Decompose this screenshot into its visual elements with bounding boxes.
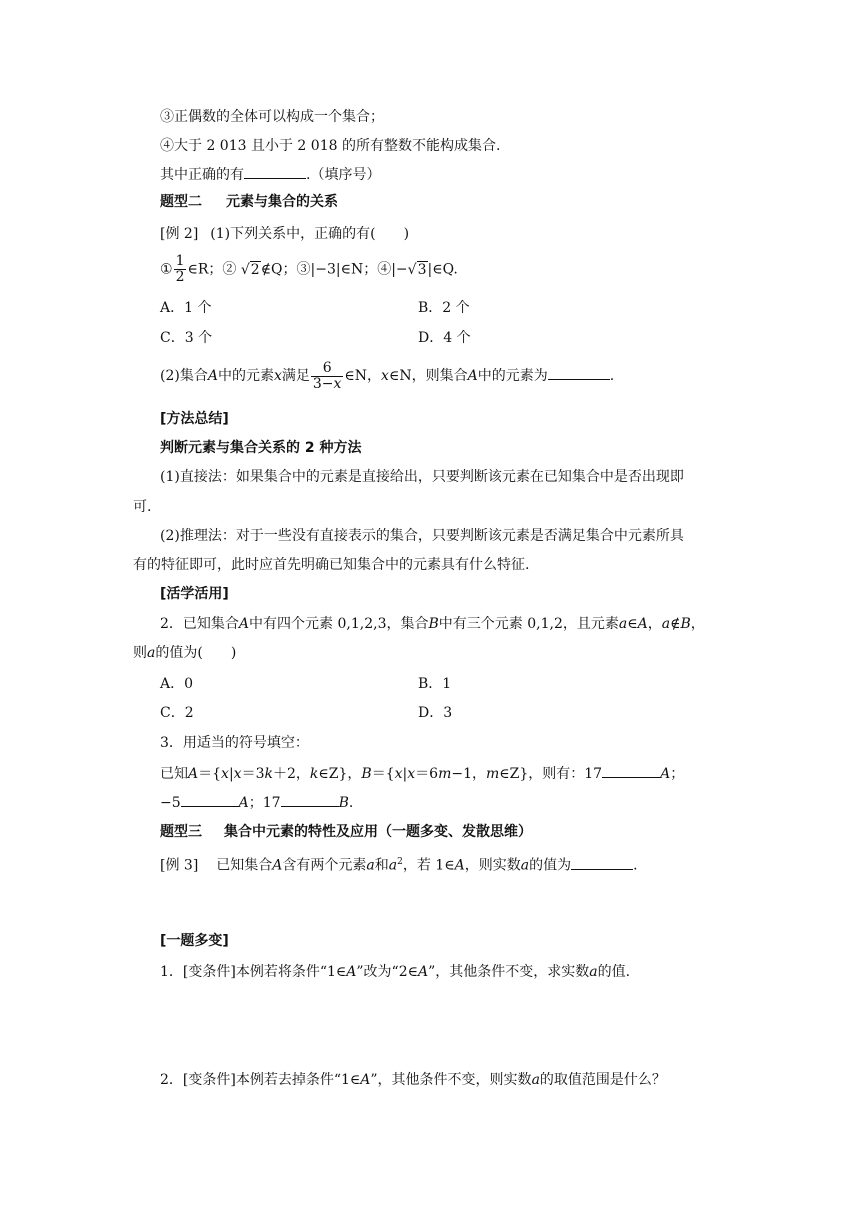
- var: x: [394, 766, 403, 782]
- var: A: [417, 964, 429, 980]
- q-text: ＝{: [198, 766, 222, 782]
- variant-1: [160, 962, 630, 982]
- section-2-heading: [160, 192, 338, 212]
- q-text: 1．[变条件]本例若将条件“1∈: [160, 964, 347, 980]
- q-text: ，则实数: [464, 857, 521, 874]
- q-text: 已知集合: [216, 857, 273, 874]
- answer-line: [160, 164, 380, 185]
- answer-blank[interactable]: [571, 855, 633, 870]
- practice-q3-line2: 已知A＝{x|x＝3k＋2，k∈Z}，B＝{x|x＝6m−1，m∈Z}，则有：17 A；: [160, 763, 684, 784]
- q-text: ，若 1∈: [402, 857, 455, 874]
- practice-q2-line1: 2．已知集合A中有四个元素 0,1,2,3，集合B中有三个元素 0,1,2，且元素a∈A，a∉B，: [160, 616, 705, 632]
- practice-option-a[interactable]: A．0: [160, 676, 194, 692]
- fraction: [311, 361, 344, 392]
- q-text: 已知: [160, 766, 188, 782]
- q-text: 含有两个元素: [282, 857, 367, 874]
- var: a: [589, 964, 598, 980]
- q-text: 中有四个元素 0,1,2,3，集合: [249, 616, 429, 632]
- q-text: ”，其他条件不变，则实数: [370, 1072, 532, 1088]
- section-label: 题型二: [160, 194, 202, 210]
- method-p2-line2: 有的特征即可，此时应首先明确已知集合中的元素具有什么特征.: [133, 557, 530, 573]
- example-tag: [例 2]: [160, 226, 199, 242]
- practice-q3-line3: −5 A；17 B.: [160, 792, 353, 813]
- q-text: 2．[变条件]本例若去掉条件“1∈: [160, 1072, 361, 1088]
- var: x: [233, 766, 242, 782]
- var: B: [428, 616, 439, 632]
- var: x: [333, 375, 342, 392]
- var: A: [467, 368, 478, 384]
- method-p1-line2: 可.: [133, 499, 152, 515]
- var: A: [238, 616, 250, 632]
- q-text: 的值为( ): [155, 645, 237, 661]
- q-text: ＝6: [415, 766, 439, 782]
- var: A: [360, 1072, 371, 1088]
- var: k: [264, 766, 273, 782]
- q-text: 的取值范围是什么？: [539, 1072, 666, 1088]
- variants-header: [一题多变]: [160, 933, 229, 949]
- radicand: 2: [250, 261, 260, 278]
- variant-2: [160, 1070, 666, 1090]
- radicand: 3: [417, 261, 427, 278]
- var: a: [366, 857, 375, 874]
- practice-option-b[interactable]: B．1: [418, 676, 452, 692]
- rel-text: ∉Q；③|−3|∈N；④|−: [260, 261, 408, 278]
- answer-blank[interactable]: [244, 164, 306, 179]
- sqrt-2: √2: [240, 261, 260, 278]
- method-title: 判断元素与集合关系的 2 种方法: [160, 440, 362, 456]
- option-a[interactable]: A．1 个: [160, 300, 212, 316]
- q-text: −5: [160, 795, 181, 811]
- q-text: ∈N，: [344, 368, 382, 384]
- q-text: ＝3: [241, 766, 265, 782]
- q-text: 中的元素: [217, 368, 274, 384]
- var: a: [388, 857, 398, 874]
- var: B: [338, 795, 349, 811]
- q-text: 则: [133, 645, 147, 661]
- var: x: [381, 368, 389, 384]
- q-text: ∈Z}，则有：17: [499, 766, 603, 782]
- q-text: (2)集合: [160, 368, 208, 384]
- fraction-numerator: 1: [175, 253, 185, 269]
- item-3: ③正偶数的全体可以构成一个集合；: [160, 109, 384, 125]
- method-p2-line1: (2)推理法：对于一些没有直接表示的集合，只要判断该元素是否满足集合中元素所具: [160, 528, 684, 544]
- section-title: 元素与集合的关系: [226, 194, 338, 210]
- q-text: 中的元素为: [477, 368, 548, 384]
- var: A: [238, 795, 249, 811]
- var: B: [680, 616, 691, 632]
- q-text: 的值.: [597, 964, 631, 980]
- den-text: 3−: [312, 375, 334, 392]
- q-text: ＝{: [371, 766, 395, 782]
- var: m: [438, 766, 452, 782]
- var: x: [273, 368, 282, 384]
- var: a: [531, 1072, 540, 1088]
- fraction-denominator: [311, 377, 344, 392]
- answer-blank[interactable]: [281, 792, 339, 807]
- practice-option-c[interactable]: C．2: [160, 705, 194, 721]
- answer-suffix: .（填序号）: [306, 167, 381, 183]
- section-title: 集合中元素的特性及应用（一题多变、发散思维）: [224, 824, 532, 840]
- q-text: ；17: [248, 795, 281, 811]
- rel-marker: ①: [160, 261, 173, 278]
- q-text: 和: [374, 857, 389, 874]
- answer-prefix: 其中正确的有: [160, 167, 244, 183]
- var: a: [618, 616, 628, 632]
- q-text: ”，其他条件不变，求实数: [428, 964, 590, 980]
- practice-q2-line2: [133, 643, 236, 663]
- sqrt-3: √3: [407, 261, 427, 278]
- section-label: 题型三: [160, 824, 202, 840]
- var: A: [454, 857, 465, 874]
- fraction-numerator: 6: [311, 361, 344, 377]
- q-text: 的值为: [529, 857, 572, 874]
- section-3-heading: [160, 822, 532, 842]
- practice-header: [活学活用]: [160, 586, 229, 602]
- rel-text: |∈Q.: [427, 261, 458, 278]
- option-c[interactable]: C．3 个: [160, 330, 213, 346]
- question-text: (1)下列关系中，正确的有( ): [210, 226, 410, 242]
- example-3: [例 3] 已知集合A含有两个元素a和$a^2$，若 1∈A，则实数a的值为 .: [160, 852, 638, 876]
- q-text: −1，: [451, 766, 486, 782]
- q-text: 中有三个元素 0,1,2，且元素: [438, 616, 619, 632]
- example-tag: [例 3]: [160, 857, 199, 874]
- var: A: [660, 766, 671, 782]
- example-2-q1: [160, 224, 409, 244]
- var: A: [346, 964, 357, 980]
- var: k: [309, 766, 319, 782]
- var: a: [520, 857, 530, 874]
- answer-blank[interactable]: [181, 792, 239, 807]
- var: B: [361, 766, 372, 782]
- example-2-q2: [160, 356, 614, 396]
- q-text: ∈Z}，: [318, 766, 362, 782]
- var: m: [485, 766, 500, 782]
- var: a: [147, 645, 156, 661]
- practice-option-d[interactable]: D．3: [418, 705, 453, 721]
- option-d[interactable]: D．4 个: [418, 330, 471, 346]
- option-b[interactable]: B．2 个: [418, 300, 470, 316]
- practice-q3-line1: 3．用适当的符号填空：: [160, 735, 309, 751]
- var: x: [407, 766, 416, 782]
- q-text: ”改为“2∈: [356, 964, 418, 980]
- rel-text: ∈R；②: [187, 261, 237, 278]
- q-text: .: [609, 368, 615, 384]
- item-4: ④大于 2 013 且小于 2 018 的所有整数不能构成集合.: [160, 138, 501, 154]
- q-text: ∈N，则集合: [388, 368, 468, 384]
- q-text: 2．已知集合: [160, 616, 239, 632]
- var: A: [207, 368, 218, 384]
- var: x: [221, 766, 229, 782]
- var: a: [661, 616, 671, 632]
- method-p1-line1: (1)直接法：如果集合中的元素是直接给出，只要判断该元素在已知集合中是否出现即: [160, 469, 684, 485]
- example-2-relations: [160, 254, 458, 285]
- q-text: ＋2，: [272, 766, 310, 782]
- var: A: [637, 616, 648, 632]
- answer-blank[interactable]: [602, 763, 660, 778]
- fraction-denominator: 2: [175, 269, 185, 285]
- q-text: 满足: [281, 368, 310, 384]
- fraction: [174, 254, 187, 285]
- var: A: [188, 766, 199, 782]
- answer-blank[interactable]: [548, 365, 610, 380]
- var: A: [272, 857, 283, 874]
- method-header: [方法总结]: [160, 411, 229, 427]
